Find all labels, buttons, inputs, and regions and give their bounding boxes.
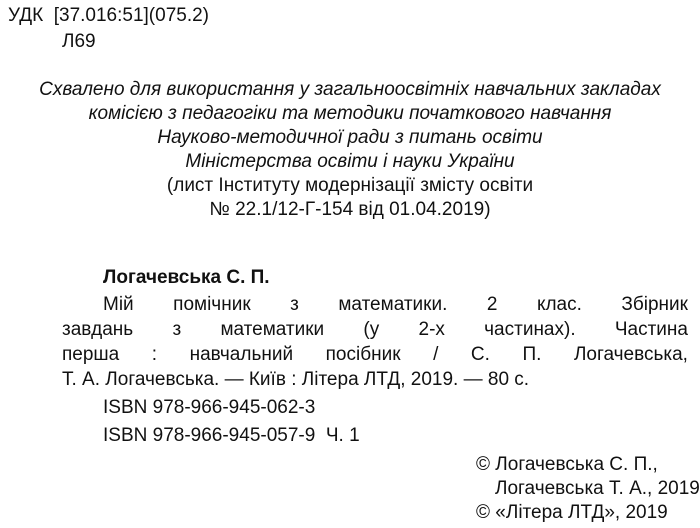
author-heading: Логачевська С. П. — [103, 267, 270, 288]
approval-line-1: Схвалено для використання у загальноосвітніх навчальних закладах — [39, 79, 661, 100]
approval-line-5: (лист Інституту модернізації змісту освіти — [166, 175, 534, 196]
word: навчальний — [189, 344, 294, 365]
word: клас. — [536, 294, 582, 315]
isbn-2-part: Ч. 1 — [325, 425, 360, 446]
approval-line-6: № 22.1/12-Г-154 від 01.04.2019) — [209, 199, 491, 220]
word: 2 — [486, 294, 498, 315]
word: Мій — [103, 294, 134, 315]
word: перша — [62, 344, 120, 365]
word: математики. — [338, 294, 448, 315]
copyright-line-2: Логачевська Т. А., 2019 — [495, 478, 700, 499]
isbn-2-line — [103, 424, 360, 448]
word: / — [433, 344, 439, 365]
approval-line-2: комісією з педагогіки та методики початкового навчання — [88, 103, 612, 124]
word: : — [151, 344, 158, 365]
isbn-2: ISBN 978-966-945-057-9 — [103, 425, 316, 446]
copyright-line-3: © «Літера ЛТД», 2019 — [476, 502, 668, 523]
description-line-2 — [62, 318, 688, 342]
udk-code: [37.016:51](075.2) — [53, 5, 210, 26]
approval-line-3: Науково-методичної ради з питань освіти — [157, 127, 543, 148]
word: Логачевська, — [573, 344, 688, 365]
author-mark: Л69 — [62, 31, 96, 52]
word: помічник — [173, 294, 251, 315]
description-line-4: Т. А. Логачевська. — Київ : Літера ЛТД, 2019. — 80 с. — [62, 369, 530, 390]
word: П. — [522, 344, 542, 365]
udk-label: УДК — [8, 5, 44, 26]
word: (у — [363, 319, 380, 340]
word: частинах). — [484, 319, 576, 340]
isbn-1: ISBN 978-966-945-062-3 — [103, 397, 316, 418]
approval-line-4: Міністерства освіти і науки України — [185, 151, 515, 172]
copyright-line-1: © Логачевська С. П., — [476, 454, 658, 475]
description-line-1 — [103, 293, 688, 317]
word: посібник — [325, 344, 401, 365]
word: Частина — [614, 319, 688, 340]
word: Збірник — [621, 294, 688, 315]
word: завдань — [62, 319, 134, 340]
word: з — [290, 294, 299, 315]
description-line-3 — [62, 343, 688, 367]
udk-line — [8, 4, 209, 28]
word: С. — [470, 344, 490, 365]
word: з — [172, 319, 182, 340]
word: 2-х — [418, 319, 445, 340]
word: математики — [220, 319, 325, 340]
